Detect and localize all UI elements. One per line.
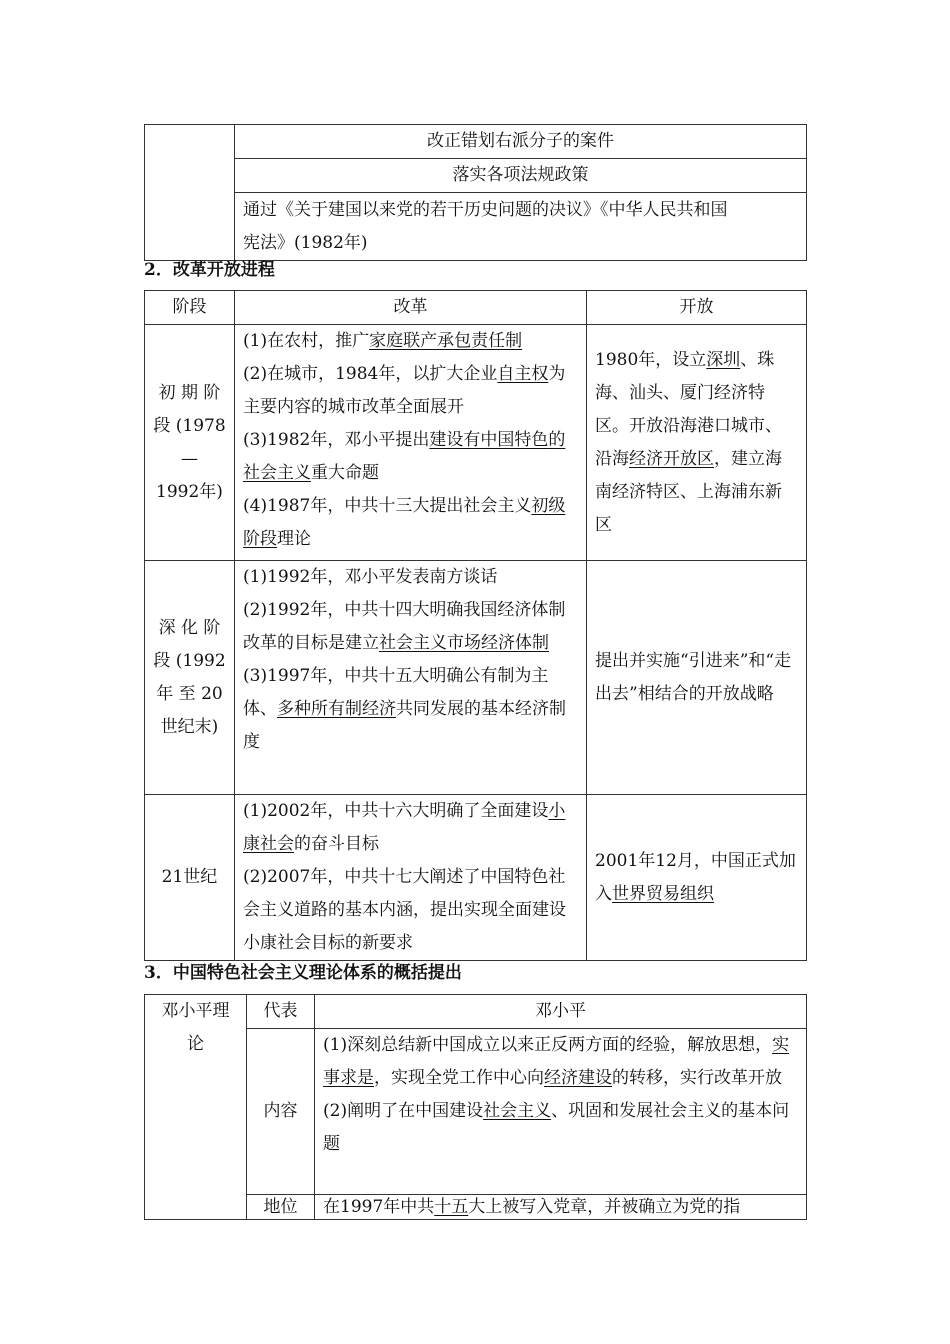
reform-cell-deepen: (1)1992年，邓小平发表南方谈话 (2)1992年，中共十四大明确我国经济体制改革的目标是建立社会主义市场经济体制 (3)1997年，中共十五大明确公有制为主体、多种所有制经济共同发展的基本经济制度 <box>235 561 587 795</box>
header-reform: 改革 <box>235 291 587 325</box>
table-continuation <box>144 124 807 261</box>
table-row: 改正错划右派分子的案件 <box>235 125 807 159</box>
opening-cell-deepen: 提出并实施“引进来”和“走出去”相结合的开放战略 <box>587 561 807 795</box>
content-label: 内容 <box>247 1029 315 1195</box>
header-opening: 开放 <box>587 291 807 325</box>
theory-table <box>144 994 807 1220</box>
section-2-heading: 2．改革开放进程 <box>144 260 275 280</box>
empty-stage-cell <box>145 125 235 261</box>
reform-cell-21c: (1)2002年，中共十六大明确了全面建设小康社会的奋斗目标 (2)2007年，中共十七大阐述了中国特色社会主义道路的基本内涵，提出实现全面建设小康社会目标的新要求 <box>235 795 587 961</box>
section-3-heading: 3．中国特色社会主义理论体系的概括提出 <box>144 963 462 983</box>
table-row: 落实各项法规政策 <box>235 159 807 193</box>
opening-cell-early: 1980年，设立深圳、珠海、汕头、厦门经济特区。开放沿海港口城市、沿海经济开放区，建立海南经济特区、上海浦东新区 <box>587 325 807 561</box>
stage-label-deepen: 深 化 阶 段 (1992 年 至 20 世纪末) <box>145 561 235 795</box>
stage-label-21c: 21世纪 <box>145 795 235 961</box>
rep-label: 代表 <box>247 995 315 1029</box>
status-label: 地位 <box>247 1195 315 1220</box>
reform-opening-table <box>144 290 807 961</box>
content-cell: (1)深刻总结新中国成立以来正反两方面的经验，解放思想，实事求是，实现全党工作中心向经济建设的转移，实行改革开放 (2)阐明了在中国建设社会主义、巩固和发展社会主义的基本问题 <box>315 1029 807 1195</box>
opening-cell-21c: 2001年12月，中国正式加入世界贸易组织 <box>587 795 807 961</box>
header-stage: 阶段 <box>145 291 235 325</box>
stage-label-early: 初 期 阶 段 (1978 — 1992年) <box>145 325 235 561</box>
status-cell: 在1997年中共十五大上被写入党章，并被确立为党的指 <box>315 1195 807 1220</box>
theory-name-cell: 邓小平理 论 <box>145 995 247 1220</box>
table-row: 通过《关于建国以来党的若干历史问题的决议》《中华人民共和国 宪法》(1982年) <box>235 193 807 261</box>
reform-cell-early: (1)在农村，推广家庭联产承包责任制 (2)在城市，1984年，以扩大企业自主权为主要内容的城市改革全面展开 (3)1982年，邓小平提出建设有中国特色的社会主义重大命题 (4)1987年，中共十三大提出社会主义初级阶段理论 <box>235 325 587 561</box>
rep-value: 邓小平 <box>315 995 807 1029</box>
